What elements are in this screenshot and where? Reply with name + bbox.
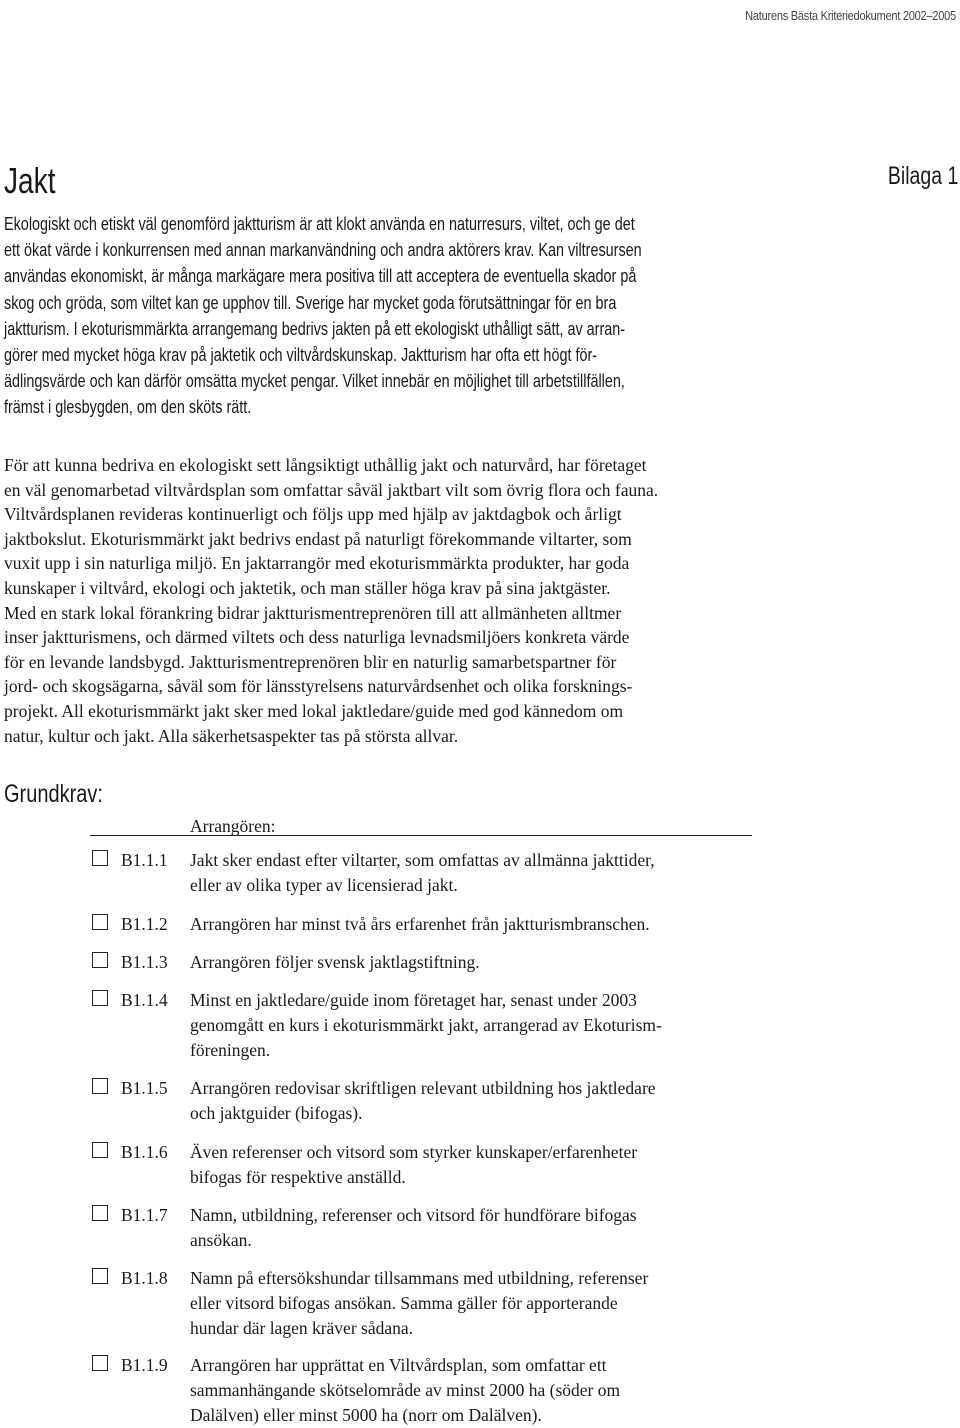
requirement-text bbox=[190, 912, 760, 937]
requirement-text-line: Arrangören har minst två års erfarenhet från jaktturismbranschen. bbox=[190, 914, 650, 934]
document-header: Naturens Bästa Kriteriedokument 2002–2005 bbox=[745, 8, 956, 23]
column-header: Arrangören: bbox=[190, 816, 276, 836]
requirement-checkbox[interactable] bbox=[92, 1078, 108, 1094]
intro-line: skog och gröda, som viltet kan ge upphov till. Sverige har mycket goda förutsättningar för en bra bbox=[4, 292, 617, 313]
requirement-text-line: Namn, utbildning, referenser och vitsord för hundförare bifogas bbox=[190, 1205, 637, 1225]
requirement-code: B1.1.4 bbox=[121, 990, 168, 1010]
requirements-heading: Grundkrav: bbox=[4, 780, 103, 808]
requirement-code: B1.1.7 bbox=[121, 1205, 168, 1225]
requirement-text-line: bifogas för respektive anställd. bbox=[190, 1167, 406, 1187]
requirement-checkbox[interactable] bbox=[92, 850, 108, 866]
body-line: kunskaper i viltvård, ekologi och jaktetik, och man ställer höga krav på sina jaktgäster. bbox=[4, 577, 611, 598]
requirement-checkbox[interactable] bbox=[92, 1142, 108, 1158]
requirement-text bbox=[190, 1266, 760, 1341]
requirement-text-line: Minst en jaktledare/guide inom företaget har, senast under 2003 bbox=[190, 990, 637, 1010]
body-line: natur, kultur och jakt. Alla säkerhetsaspekter tas på största allvar. bbox=[4, 725, 459, 746]
body-paragraph bbox=[4, 453, 960, 748]
body-line: inser jaktturismens, och därmed viltets och dess naturliga levnadsmiljöers konkreta värde bbox=[4, 627, 630, 648]
requirement-text bbox=[190, 848, 760, 898]
requirement-checkbox[interactable] bbox=[92, 914, 108, 930]
requirement-text bbox=[190, 1140, 760, 1190]
intro-line: Ekologiskt och etiskt väl genomförd jaktturism är att klokt använda en naturresurs, viltet, och ge det bbox=[4, 214, 635, 234]
requirement-text-line: Arrangören följer svensk jaktlagstiftning. bbox=[190, 952, 480, 972]
requirement-text-line: Jakt sker endast efter viltarter, som omfattas av allmänna jakttider, bbox=[190, 850, 655, 870]
requirement-code: B1.1.9 bbox=[121, 1355, 168, 1375]
body-line: jaktbokslut. Ekoturismmärkt jakt bedrivs endast på naturligt förekommande viltarter, som bbox=[4, 528, 632, 549]
intro-line: användas ekonomiskt, är många markägare mera positiva till att acceptera de eventuella skador på bbox=[4, 266, 637, 287]
requirement-code: B1.1.8 bbox=[121, 1268, 168, 1288]
requirement-text-line: Namn på eftersökshundar tillsammans med utbildning, referenser bbox=[190, 1268, 649, 1288]
requirement-text-line: eller av olika typer av licensierad jakt. bbox=[190, 875, 458, 895]
requirement-text-line: Arrangören redovisar skriftligen relevant utbildning hos jaktledare bbox=[190, 1078, 656, 1098]
requirement-text bbox=[190, 1076, 760, 1126]
page-title: Jakt bbox=[4, 160, 56, 201]
body-line: projekt. All ekoturismmärkt jakt sker med lokal jaktledare/guide med god kännedom om bbox=[4, 700, 624, 721]
requirement-text bbox=[190, 1353, 760, 1428]
requirement-text-line: och jaktguider (bifogas). bbox=[190, 1103, 363, 1123]
requirement-text bbox=[190, 950, 760, 975]
intro-paragraph bbox=[4, 211, 954, 421]
intro-line: görer med mycket höga krav på jaktetik och viltvårdskunskap. Jaktturism har ofta ett högt för- bbox=[4, 344, 598, 365]
requirement-code: B1.1.6 bbox=[121, 1142, 168, 1162]
header-divider bbox=[90, 835, 752, 836]
requirement-text bbox=[190, 1203, 760, 1253]
requirement-checkbox[interactable] bbox=[92, 990, 108, 1006]
appendix-label: Bilaga 1 bbox=[887, 162, 958, 190]
body-line: Viltvårdsplanen revideras kontinuerligt och följs upp med hjälp av jaktdagbok och årligt bbox=[4, 504, 622, 525]
body-line: jord- och skogsägarna, såväl som för länsstyrelsens naturvårdsenhet och olika forsknings- bbox=[4, 676, 633, 697]
requirement-text-line: eller vitsord bifogas ansökan. Samma gäller för apporterande bbox=[190, 1293, 618, 1313]
requirement-text-line: sammanhängande skötselområde av minst 2000 ha (söder om bbox=[190, 1380, 621, 1400]
intro-line: främst i glesbygden, om den sköts rätt. bbox=[4, 397, 252, 418]
requirement-code: B1.1.1 bbox=[121, 850, 168, 870]
requirement-text-line: genomgått en kurs i ekoturismmärkt jakt, arrangerad av Ekoturism- bbox=[190, 1015, 662, 1035]
body-line: Med en stark lokal förankring bidrar jaktturismentreprenören till att allmänheten alltmer bbox=[4, 602, 622, 623]
requirement-checkbox[interactable] bbox=[92, 1205, 108, 1221]
requirement-text-line: Även referenser och vitsord som styrker kunskaper/erfarenheter bbox=[190, 1142, 638, 1162]
intro-line: jaktturism. I ekoturismmärkta arrangemang bedrivs jakten på ett ekologiskt uthålligt sätt, av arran- bbox=[4, 318, 626, 339]
requirement-checkbox[interactable] bbox=[92, 952, 108, 968]
requirement-code: B1.1.3 bbox=[121, 952, 168, 972]
requirement-text bbox=[190, 988, 760, 1063]
requirement-code: B1.1.5 bbox=[121, 1078, 168, 1098]
requirement-code: B1.1.2 bbox=[121, 914, 168, 934]
requirement-text-line: hundar där lagen kräver sådana. bbox=[190, 1318, 414, 1338]
requirement-checkbox[interactable] bbox=[92, 1355, 108, 1371]
requirement-text-line: föreningen. bbox=[190, 1040, 271, 1060]
body-line: vuxit upp i sin naturliga miljö. En jaktarrangör med ekoturismmärkta produkter, har goda bbox=[4, 553, 630, 574]
body-line: för en levande landsbygd. Jaktturismentreprenören blir en naturlig samarbetspartner för bbox=[4, 651, 617, 672]
body-line: För att kunna bedriva en ekologiskt sett långsiktigt uthållig jakt och naturvård, har företaget bbox=[4, 455, 647, 475]
intro-line: ädlingsvärde och kan därför omsätta mycket pengar. Vilket innebär en möjlighet till arbetstillfällen, bbox=[4, 371, 625, 392]
body-line: en väl genomarbetad viltvårdsplan som omfattar såväl jaktbart vilt som övrig flora och fauna. bbox=[4, 479, 659, 500]
requirement-text-line: Dalälven) eller minst 5000 ha (norr om Dalälven). bbox=[190, 1405, 542, 1425]
intro-line: ett ökat värde i konkurrensen med annan markanvändning och andra aktörers krav. Kan viltresursen bbox=[4, 240, 642, 261]
requirement-text-line: ansökan. bbox=[190, 1230, 252, 1250]
requirement-text-line: Arrangören har upprättat en Viltvårdsplan, som omfattar ett bbox=[190, 1355, 607, 1375]
requirement-checkbox[interactable] bbox=[92, 1268, 108, 1284]
